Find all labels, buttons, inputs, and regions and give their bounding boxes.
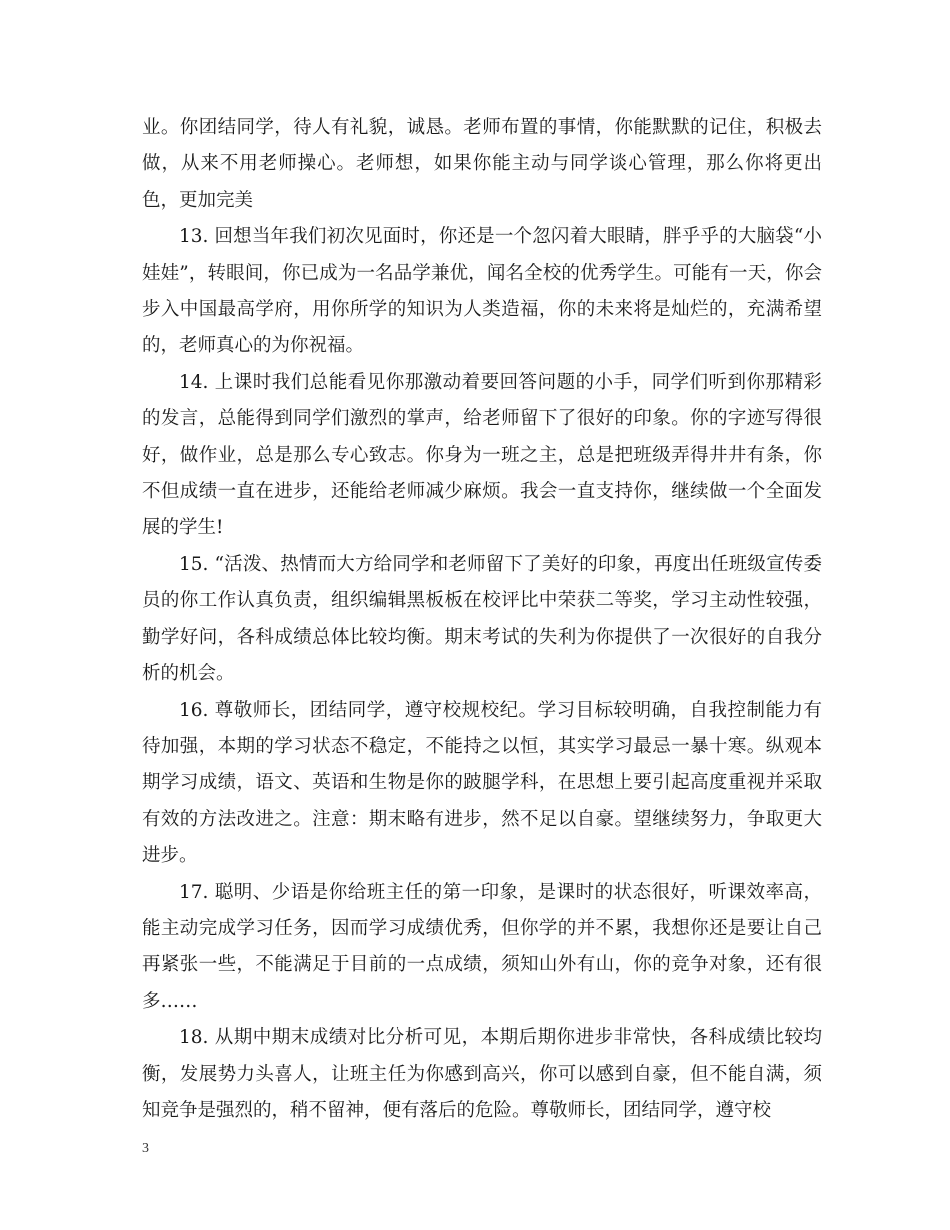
paragraph-continuation: 业。你团结同学，待人有礼貌，诚恳。老师布置的事情，你能默默的记住，积极去做，从来不用老师操心。老师想，如果你能主动与同学谈心管理，那么你将更出色，更加完美 bbox=[142, 117, 822, 211]
paragraph-item-18: 18. 从期中期末成绩对比分析可见，本期后期你进步非常快，各科成绩比较均衡，发展势力头喜人，让班主任为你感到高兴，你可以感到自豪，但不能自满，须知竞争是强烈的，稍不留神，便有落后的危险。尊敬师长，团结同学，遵守校 bbox=[142, 1027, 822, 1121]
document-body bbox=[142, 110, 822, 1129]
paragraph-item-16: 16. 尊敬师长，团结同学，遵守校规校纪。学习目标较明确，自我控制能力有待加强，本期的学习状态不稳定，不能持之以恒，其实学习最忌一暴十寒。纵观本期学习成绩，语文、英语和生物是你的跛腿学科，在思想上要引起高度重视并采取有效的方法改进之。注意：期末略有进步，然不足以自豪。望继续努力，争取更大进步。 bbox=[142, 699, 822, 867]
paragraph-item-15: 15. “活泼、热情而大方给同学和老师留下了美好的印象，再度出任班级宣传委员的你工作认真负责，组织编辑黑板板在校评比中荣获二等奖，学习主动性较强，勤学好问，各科成绩总体比较均衡。期末考试的失利为你提供了一次很好的自我分析的机会。 bbox=[142, 553, 822, 685]
paragraph-item-14: 14. 上课时我们总能看见你那激动着要回答问题的小手，同学们听到你那精彩的发言，总能得到同学们激烈的掌声，给老师留下了很好的印象。你的字迹写得很好，做作业，总是那么专心致志。你身为一班之主，总是把班级弄得井井有条，你不但成绩一直在进步，还能给老师减少麻烦。我会一直支持你，继续做一个全面发展的学生! bbox=[142, 371, 822, 539]
paragraph-item-17: 17. 聪明、少语是你给班主任的第一印象，是课时的状态很好，听课效率高，能主动完成学习任务，因而学习成绩优秀，但你学的并不累，我想你还是要让自己再紧张一些，不能满足于目前的一点成绩，须知山外有山，你的竞争对象，还有很多…… bbox=[142, 881, 822, 1012]
paragraph-item-13: 13. 回想当年我们初次见面时，你还是一个忽闪着大眼睛，胖乎乎的大脑袋“小娃娃”，转眼间，你已成为一名品学兼优，闻名全校的优秀学生。可能有一天，你会步入中国最高学府，用你所学的知识为人类造福，你的未来将是灿烂的，充满希望的，老师真心的为你祝福。 bbox=[142, 226, 822, 357]
page-number: 3 bbox=[142, 1141, 149, 1156]
